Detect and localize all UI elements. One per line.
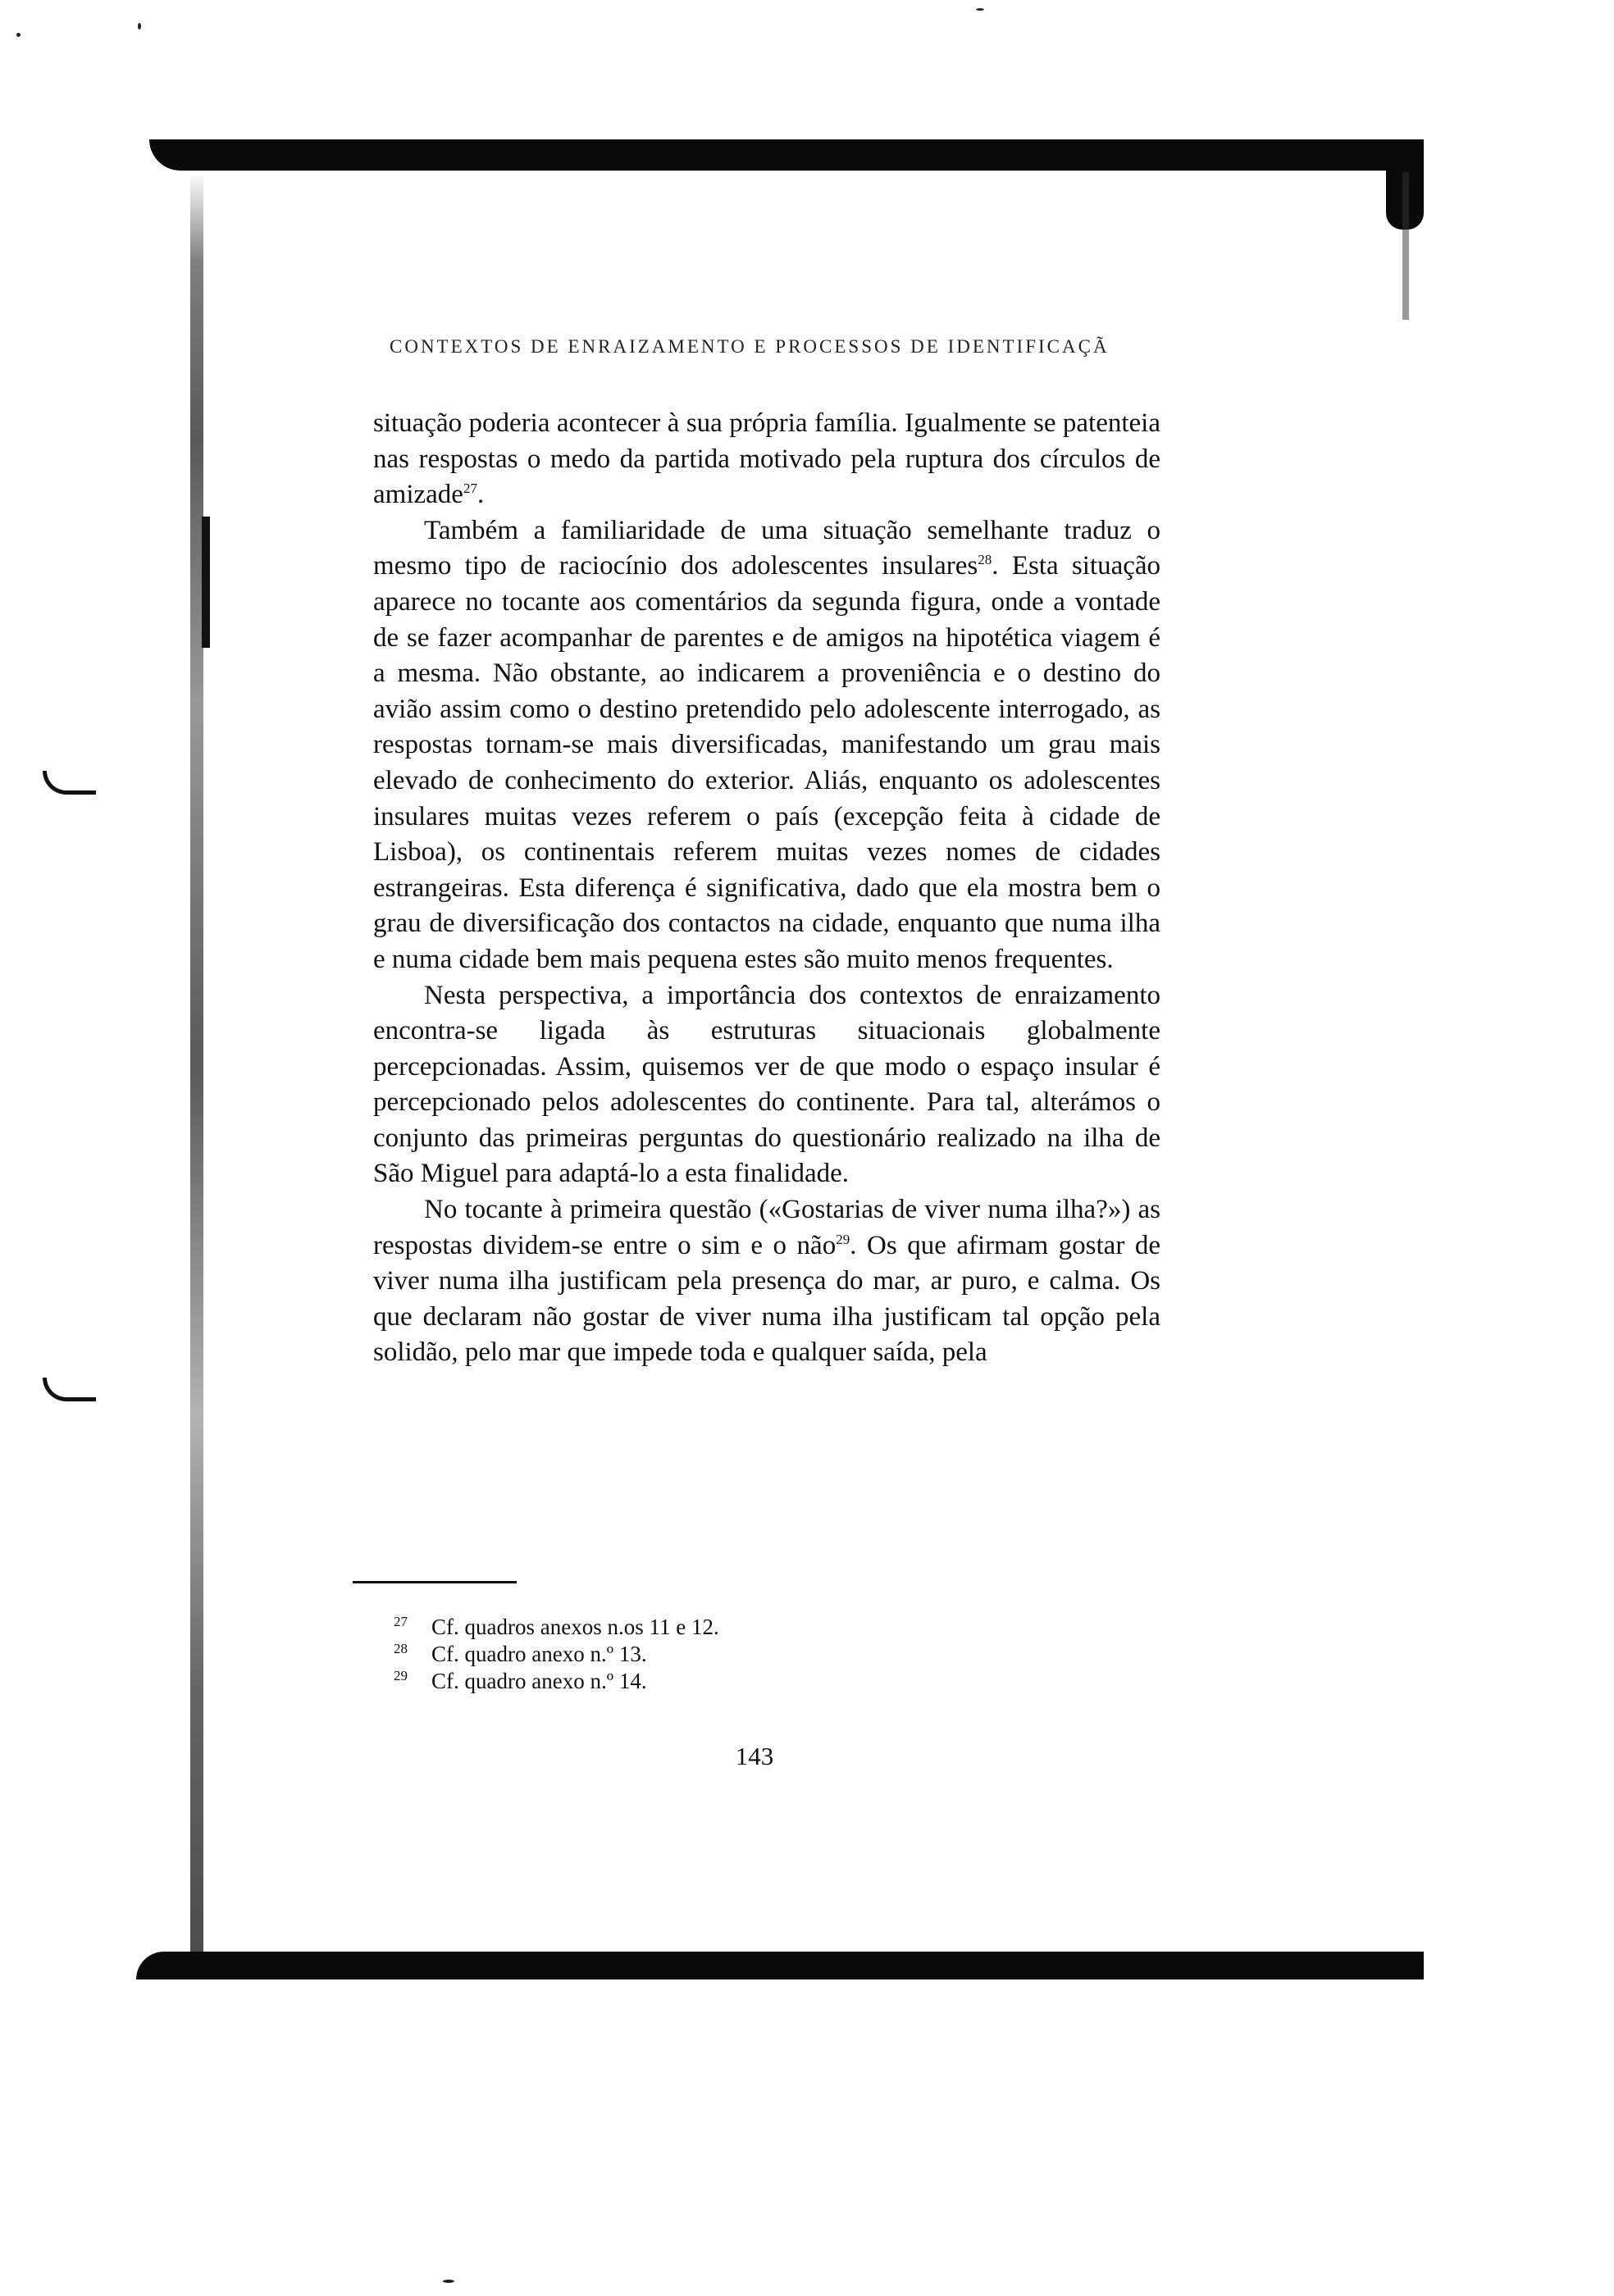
- page-number: 143: [735, 1742, 774, 1770]
- paragraph-text: . Esta situação aparece no tocante aos comentários da segunda figura, onde a vontade de se fazer acompanhar de parentes e de amigos na hipotética viagem é a mesma. Não obstante, ao indicarem a proveniência e o destino do avião assim como o destino pretendido pelo adolescente interrogado, as respostas tornam-se mais diversificadas, manifestando um grau mais elevado de conhecimento do exterior. Aliás, enquanto os adolescentes insulares muitas vezes referem o país (excepção feita à cidade de Lisboa), os continentais referem muitas vezes nomes de cidades estrangeiras. Esta diferença é significativa, dado que ela mostra bem o grau de diversificação dos contactos na cidade, enquanto que numa ilha e numa cidade bem mais pequena estes são muito menos frequentes.: [373, 551, 1161, 974]
- footnote-text: Cf. quadro anexo n.º 14.: [431, 1669, 647, 1693]
- scan-speck: [16, 33, 21, 37]
- paragraph: [373, 406, 1160, 513]
- footnote-text: Cf. quadros anexos n.os 11 e 12.: [431, 1615, 719, 1639]
- scan-shadow-right: [1402, 172, 1409, 320]
- footnote-text: Cf. quadro anexo n.º 13.: [431, 1642, 647, 1666]
- scan-shadow-left: [190, 172, 203, 1952]
- paragraph-text: Também a familiaridade de uma situação semelhante traduz o mesmo tipo de raciocínio dos adolescentes insulares: [373, 515, 1160, 581]
- scan-shadow-top: [149, 139, 1424, 171]
- body-text: [373, 406, 1160, 1371]
- footnote-ref[interactable]: 27: [463, 481, 477, 497]
- binding-hole-mark: [43, 1378, 96, 1401]
- paragraph: [373, 1192, 1160, 1371]
- paragraph: [373, 513, 1160, 978]
- scan-shadow-bottom: [136, 1952, 1424, 1979]
- paragraph-text: situação poderia acontecer à sua própria família. Igualmente se patenteia nas respostas o medo da partida motivado pela ruptura dos círculos de amizade: [373, 408, 1160, 510]
- scan-shadow-left-dark: [202, 517, 210, 648]
- footnote: 27 Cf. quadros anexos n.os 11 e 12.: [394, 1614, 719, 1639]
- scan-speck: [138, 23, 141, 30]
- paragraph-text: .: [476, 480, 485, 510]
- footnote: 29 Cf. quadro anexo n.º 14.: [394, 1668, 647, 1693]
- footnote: 28 Cf. quadro anexo n.º 13.: [394, 1641, 647, 1666]
- running-head: CONTEXTOS DE ENRAIZAMENTO E PROCESSOS DE IDENTIFICAÇÃ: [390, 336, 1110, 357]
- footnote-ref[interactable]: 28: [978, 552, 992, 568]
- footnote-ref[interactable]: 29: [836, 1231, 850, 1247]
- paragraph-text: . Os que afirmam gostar de viver numa ilha justificam pela presença do mar, ar puro, e calma. Os que declaram não gostar de viver numa ilha justificam tal opção pela solidão, pelo mar que impede toda e qualquer saída, pela: [373, 1230, 1160, 1368]
- footnote-divider: [353, 1581, 517, 1583]
- binding-hole-mark: [43, 771, 96, 795]
- paragraph-text: Nesta perspectiva, a importância dos contextos de enraizamento encontra-se ligada às estruturas situacionais globalmente percepcionadas. Assim, quisemos ver de que modo o espaço insular é percepcionado pelos adolescentes do continente. Para tal, alterámos o conjunto das primeiras perguntas do questionário realizado na ilha de São Miguel para adaptá-lo a esta finalidade.: [373, 980, 1160, 1189]
- footnotes: [394, 1614, 968, 1695]
- scan-speck: [976, 8, 984, 11]
- paragraph-text: No tocante à primeira questão («Gostarias de viver numa ilha?») as respostas dividem-se entre o sim e o não: [373, 1195, 1160, 1260]
- paragraph: [373, 978, 1160, 1193]
- scan-speck: [443, 2280, 454, 2283]
